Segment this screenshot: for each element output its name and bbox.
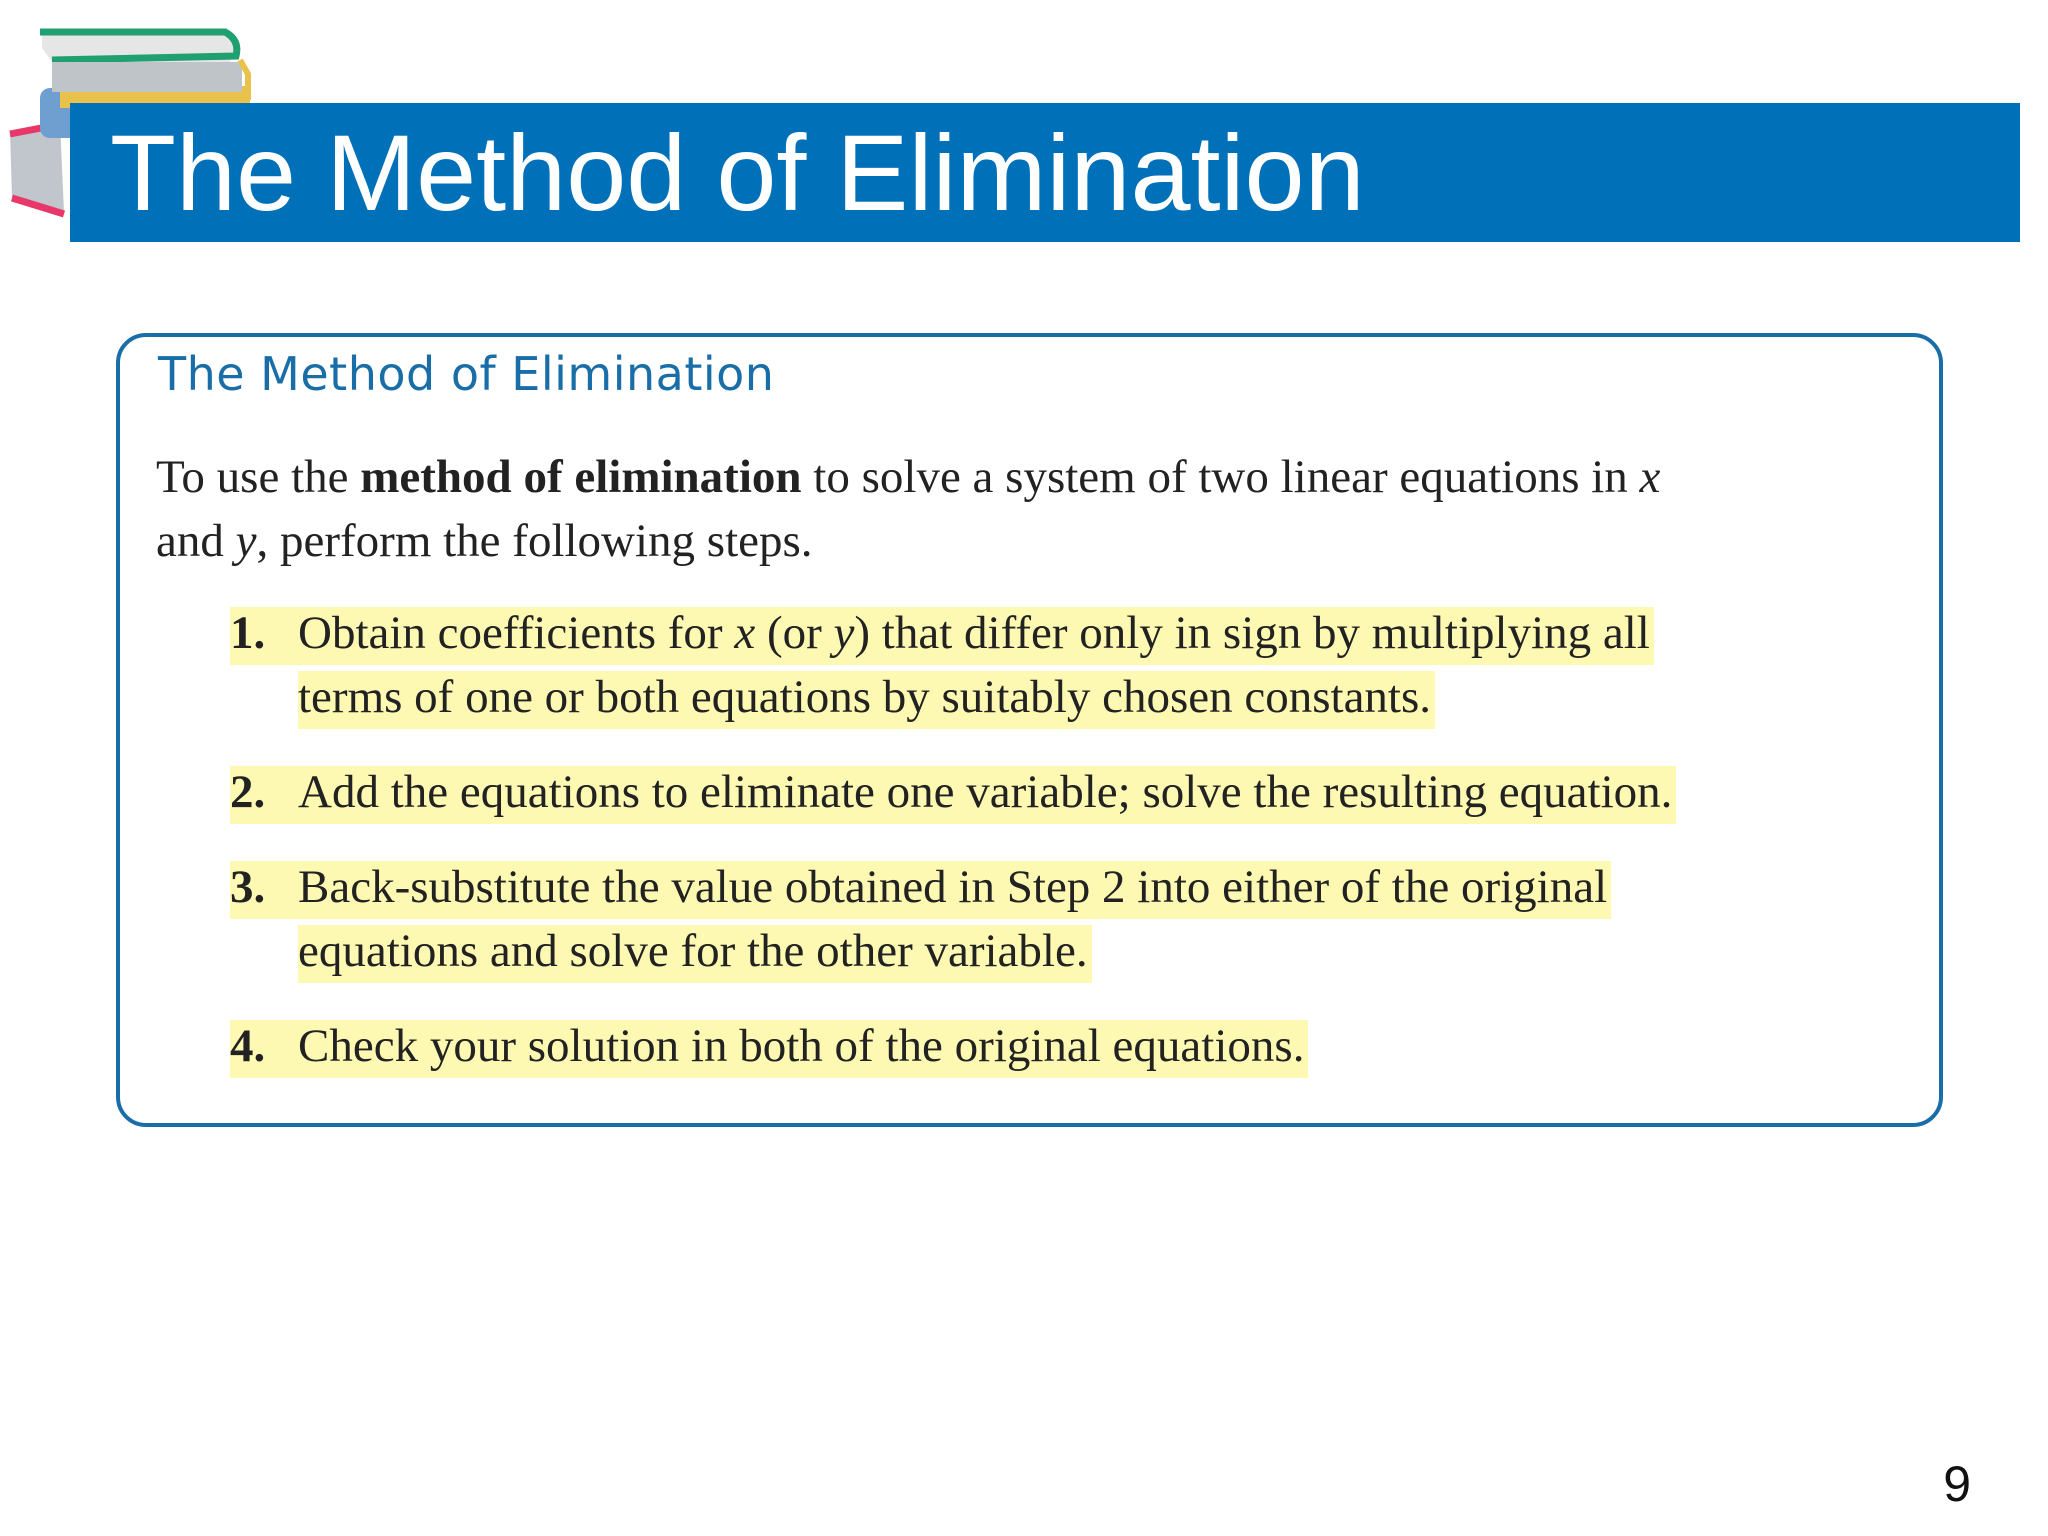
step-text: ) that differ only in sign by multiplying all [854,607,1650,659]
step-text: Add the equations to eliminate one variable; solve the resulting equation. [298,766,1673,818]
title-bar [70,103,2020,242]
step-text: Back-substitute the value obtained in Step 2 into either of the original [298,861,1608,913]
step-number: 4. [230,1020,266,1072]
step-number: 1. [230,607,266,659]
intro-text: To use the [156,451,361,503]
intro-text: and [156,515,236,567]
box-heading: The Method of Elimination [158,347,775,401]
list-item [230,855,1970,983]
intro-text: , perform the following steps. [256,515,813,567]
step-text: (or [755,607,834,659]
page-number: 9 [1943,1456,1971,1512]
intro-var-x: x [1639,451,1661,503]
list-item [230,601,1970,729]
slide-title: The Method of Elimination [110,112,1365,233]
intro-paragraph [156,445,1916,573]
step-number: 3. [230,861,266,913]
steps-list [230,601,1970,1109]
intro-text: to solve a system of two linear equations in [801,451,1640,503]
step-text: Obtain coefficients for [298,607,735,659]
list-item [230,1014,1970,1078]
intro-var-y: y [235,515,257,567]
step-var-x: x [734,607,756,659]
list-item [230,760,1970,824]
step-text: Check your solution in both of the original equations. [298,1020,1305,1072]
method-box [116,333,1943,1127]
intro-bold-term: method of elimination [360,451,802,503]
step-text: terms of one or both equations by suitably chosen constants. [298,671,1432,723]
step-number: 2. [230,766,266,818]
step-text: equations and solve for the other variable. [298,925,1088,977]
step-var-y: y [833,607,855,659]
